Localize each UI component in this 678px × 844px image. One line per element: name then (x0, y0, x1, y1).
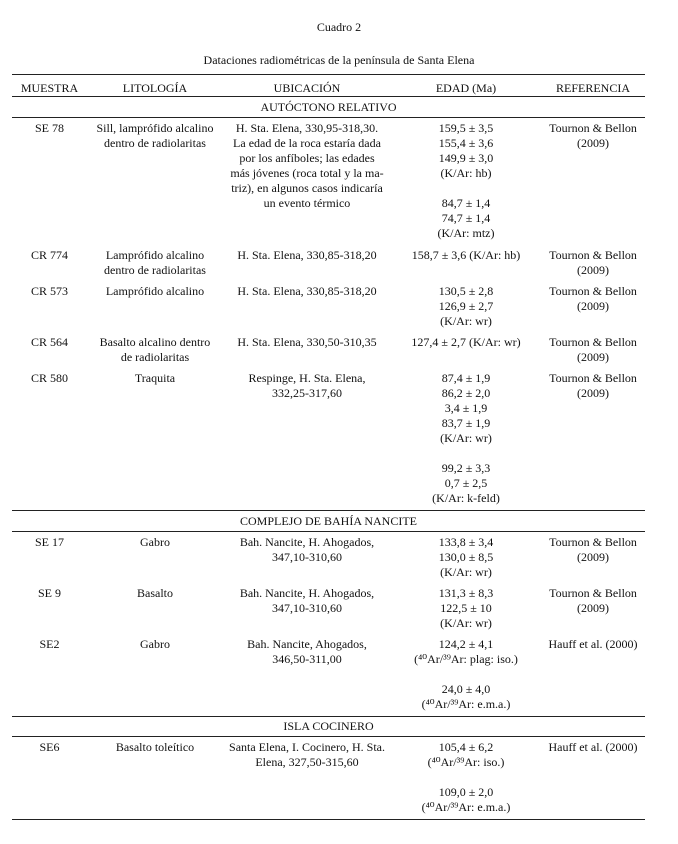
age-text: (K/Ar: hb) (440, 166, 492, 180)
sample-text: CR 573 (30, 284, 68, 298)
age-text: 87,4 ± 1,9 (441, 371, 491, 385)
header-ubicacion: UBICACIÓN (273, 81, 341, 95)
age-text: (K/Ar: wr) (440, 314, 492, 328)
location-text: Bah. Nancite, Ahogados, (247, 637, 367, 651)
age-text: 74,7 ± 1,4 (441, 211, 491, 225)
sample-cell (12, 637, 87, 652)
table-title: Dataciones radiométricas de la península de Santa Elena (203, 53, 475, 67)
sample-cell (12, 371, 87, 386)
location-text: 332,25-317,60 (272, 386, 342, 400)
age-cell (396, 637, 536, 712)
reference-text: Tournon & Bellon (549, 335, 637, 349)
age-text: 86,2 ± 2,0 (441, 386, 491, 400)
location-text: Respinge, H. Sta. Elena, (248, 371, 366, 385)
lithology-text: Sill, lamprófido alcalino (96, 121, 214, 135)
age-text: 84,7 ± 1,4 (441, 196, 491, 210)
header-rule (12, 96, 645, 97)
age-text: 130,0 ± 8,5 (438, 550, 494, 564)
reference-cell (540, 335, 646, 365)
location-text: 347,10-310,60 (272, 550, 342, 564)
sample-cell (12, 535, 87, 550)
lithology-text: Gabro (140, 637, 170, 651)
reference-cell (540, 284, 646, 314)
location-text: Bah. Nancite, H. Ahogados, (239, 535, 375, 549)
reference-text: (2009) (577, 350, 609, 364)
age-text: 124,2 ± 4,1 (438, 637, 494, 651)
reference-cell (540, 535, 646, 565)
age-text: (K/Ar: wr) (440, 565, 492, 579)
lithology-text: Lamprófido alcalino (105, 248, 205, 262)
sample-text: CR 774 (30, 248, 68, 262)
sample-text: SE 78 (34, 121, 64, 135)
age-text: (K/Ar: mtz) (437, 226, 495, 240)
sample-text: SE2 (39, 637, 60, 651)
reference-cell (540, 121, 646, 151)
lithology-text: Basalto (137, 586, 173, 600)
age-text: (⁴⁰Ar/³⁹Ar: iso.) (427, 755, 505, 769)
reference-text: Tournon & Bellon (549, 248, 637, 262)
location-cell (218, 248, 396, 263)
location-cell (218, 586, 396, 616)
age-text: 105,4 ± 6,2 (438, 740, 494, 754)
section-rule-bottom (12, 736, 645, 737)
reference-text: (2009) (577, 601, 609, 615)
reference-text: Hauff et al. (2000) (548, 740, 638, 754)
reference-text: Tournon & Bellon (549, 371, 637, 385)
age-cell (396, 335, 536, 350)
age-text (396, 667, 536, 682)
sample-text: SE 9 (37, 586, 61, 600)
location-cell (218, 740, 396, 770)
location-text: un evento térmico (263, 196, 351, 210)
sample-text: CR 580 (30, 371, 68, 385)
location-cell (218, 371, 396, 401)
location-text: triz), en algunos casos indicaría (231, 181, 383, 195)
age-text: 159,5 ± 3,5 (438, 121, 494, 135)
age-text: 149,9 ± 3,0 (438, 151, 494, 165)
reference-text: (2009) (577, 386, 609, 400)
age-text: (⁴⁰Ar/³⁹Ar: e.m.a.) (421, 697, 511, 711)
lithology-cell (90, 284, 220, 299)
header-muestra: MUESTRA (20, 81, 79, 95)
lithology-text: Lamprófido alcalino (105, 284, 205, 298)
lithology-cell (90, 586, 220, 601)
age-text: (⁴⁰Ar/³⁹Ar: e.m.a.) (421, 800, 511, 814)
age-text: 127,4 ± 2,7 (K/Ar: wr) (411, 335, 521, 349)
location-text: H. Sta. Elena, 330,50-310,35 (237, 335, 377, 349)
sample-text: SE6 (39, 740, 60, 754)
lithology-cell (90, 740, 220, 755)
lithology-text: Basalto alcalino dentro (99, 335, 211, 349)
age-text: (K/Ar: k-feld) (432, 491, 500, 505)
sample-text: SE 17 (34, 535, 64, 549)
age-text: (⁴⁰Ar/³⁹Ar: plag: iso.) (414, 652, 518, 666)
location-text: más jóvenes (roca total y la ma- (230, 166, 384, 180)
age-cell (396, 371, 536, 506)
age-text: 99,2 ± 3,3 (441, 461, 491, 475)
lithology-cell (90, 335, 220, 365)
age-cell (396, 284, 536, 329)
lithology-cell (90, 248, 220, 278)
reference-cell (540, 637, 646, 652)
age-text (396, 770, 536, 785)
section-title: AUTÓCTONO RELATIVO (260, 100, 397, 114)
header-edad: EDAD (Ma) (435, 81, 497, 95)
lithology-cell (90, 121, 220, 151)
age-text: 131,3 ± 8,3 (438, 586, 494, 600)
age-text: 126,9 ± 2,7 (438, 299, 494, 313)
header-referencia: REFERENCIA (555, 81, 630, 95)
section-title: COMPLEJO DE BAHÍA NANCITE (240, 514, 417, 528)
reference-cell (540, 371, 646, 401)
age-cell (396, 740, 536, 815)
section-rule-bottom (12, 117, 645, 118)
reference-cell (540, 740, 646, 755)
section-title: ISLA COCINERO (283, 719, 374, 733)
age-text: 122,5 ± 10 (440, 601, 492, 615)
location-text: H. Sta. Elena, 330,85-318,20 (237, 248, 377, 262)
reference-text: (2009) (577, 299, 609, 313)
sample-cell (12, 248, 87, 263)
lithology-cell (90, 535, 220, 550)
lithology-text: Basalto toleítico (115, 740, 195, 754)
age-text: 158,7 ± 3,6 (K/Ar: hb) (411, 248, 521, 262)
section-rule-top (12, 716, 645, 717)
sample-cell (12, 740, 87, 755)
reference-cell (540, 248, 646, 278)
age-cell (396, 586, 536, 631)
reference-text: (2009) (577, 550, 609, 564)
location-text: Elena, 327,50-315,60 (255, 755, 359, 769)
location-text: 347,10-310,60 (272, 601, 342, 615)
lithology-text: Traquita (134, 371, 176, 385)
location-text: Santa Elena, I. Cocinero, H. Sta. (229, 740, 385, 754)
age-text: 155,4 ± 3,6 (438, 136, 494, 150)
reference-text: Hauff et al. (2000) (548, 637, 638, 651)
location-cell (218, 121, 396, 211)
location-text: H. Sta. Elena, 330,95-318,30. (235, 121, 379, 135)
reference-text: Tournon & Bellon (549, 586, 637, 600)
age-cell (396, 535, 536, 580)
reference-text: Tournon & Bellon (549, 121, 637, 135)
lithology-cell (90, 371, 220, 386)
reference-text: (2009) (577, 263, 609, 277)
location-text: La edad de la roca estaría dada (233, 136, 381, 150)
age-cell (396, 121, 536, 241)
age-text: 3,4 ± 1,9 (444, 401, 488, 415)
location-text: H. Sta. Elena, 330,85-318,20 (237, 284, 377, 298)
age-text: 24,0 ± 4,0 (441, 682, 491, 696)
lithology-text: dentro de radiolaritas (104, 263, 206, 277)
location-cell (218, 637, 396, 667)
location-cell (218, 284, 396, 299)
sample-cell (12, 586, 87, 601)
lithology-cell (90, 637, 220, 652)
location-cell (218, 335, 396, 350)
age-text: 0,7 ± 2,5 (444, 476, 488, 490)
age-text: 109,0 ± 2,0 (438, 785, 494, 799)
age-text: (K/Ar: wr) (440, 616, 492, 630)
section-rule-bottom (12, 531, 645, 532)
lithology-text: dentro de radiolaritas (104, 136, 206, 150)
table-number: Cuadro 2 (316, 20, 362, 34)
age-text (396, 181, 536, 196)
reference-cell (540, 586, 646, 616)
lithology-text: Gabro (140, 535, 170, 549)
reference-text: (2009) (577, 136, 609, 150)
sample-cell (12, 284, 87, 299)
age-cell (396, 248, 536, 263)
age-text: (K/Ar: wr) (440, 431, 492, 445)
lithology-text: de radiolaritas (120, 350, 190, 364)
sample-cell (12, 335, 87, 350)
location-text: por los anfíboles; las edades (239, 151, 375, 165)
age-text: 130,5 ± 2,8 (438, 284, 494, 298)
bottom-rule (12, 819, 645, 820)
reference-text: Tournon & Bellon (549, 535, 637, 549)
reference-text: Tournon & Bellon (549, 284, 637, 298)
location-text: 346,50-311,00 (272, 652, 342, 666)
sample-text: CR 564 (30, 335, 68, 349)
header-litologia: LITOLOGÍA (122, 81, 188, 95)
location-text: Bah. Nancite, H. Ahogados, (239, 586, 375, 600)
sample-cell (12, 121, 87, 136)
age-text (396, 446, 536, 461)
age-text: 83,7 ± 1,9 (441, 416, 491, 430)
section-rule-top (12, 510, 645, 511)
location-cell (218, 535, 396, 565)
age-text: 133,8 ± 3,4 (438, 535, 494, 549)
top-rule (12, 74, 645, 75)
